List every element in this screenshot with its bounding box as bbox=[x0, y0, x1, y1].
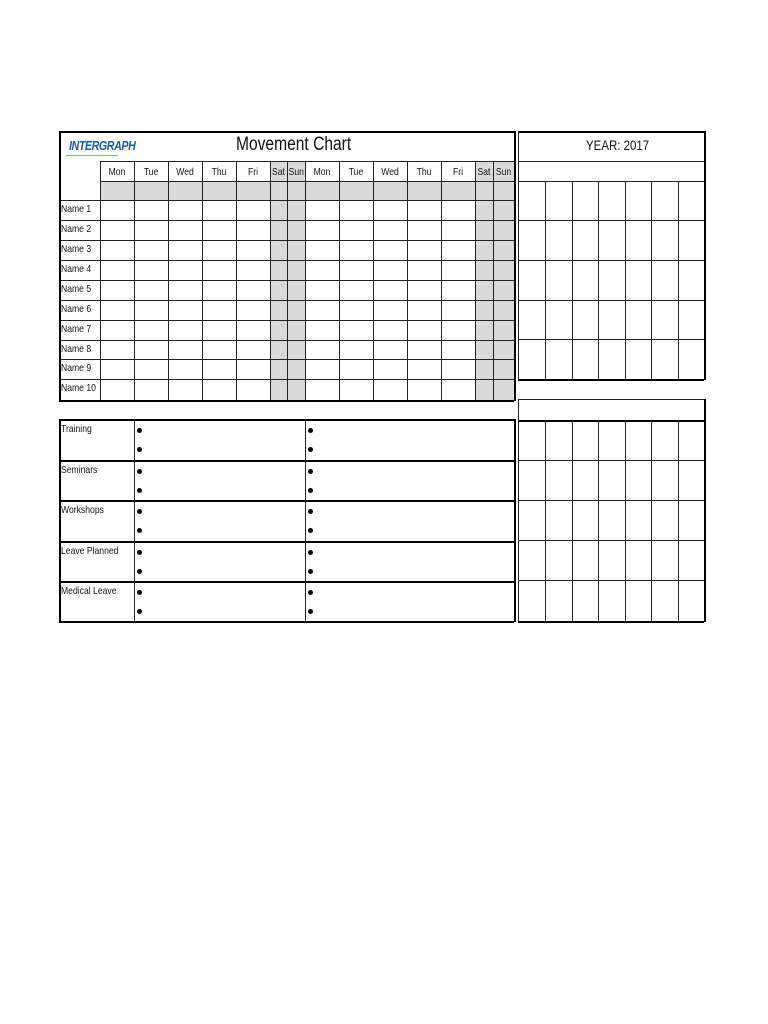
employee-name-label: Name 4 bbox=[61, 263, 92, 275]
day-header: Mon bbox=[313, 166, 331, 178]
grid-line bbox=[339, 161, 340, 400]
day-header: Wed bbox=[176, 166, 194, 178]
day-header: Fri bbox=[247, 166, 259, 178]
grid-line bbox=[518, 161, 704, 162]
grid-line bbox=[651, 420, 652, 621]
grid-line bbox=[572, 420, 573, 621]
grid-line bbox=[236, 161, 237, 400]
day-header: Fri bbox=[452, 166, 464, 178]
bullet-point bbox=[137, 488, 142, 493]
bullet-point bbox=[308, 550, 313, 555]
bullet-point bbox=[308, 609, 313, 614]
year-box-left bbox=[518, 131, 519, 380]
grid-line bbox=[598, 420, 599, 621]
grid-line bbox=[305, 419, 306, 621]
bullet-point bbox=[137, 469, 142, 474]
bullet-point bbox=[137, 550, 142, 555]
grid-line bbox=[202, 161, 203, 400]
bullet-point bbox=[137, 447, 142, 452]
grid-line bbox=[441, 161, 442, 400]
bullet-point bbox=[308, 569, 313, 574]
grid-line bbox=[651, 181, 652, 379]
bullet-point bbox=[137, 509, 142, 514]
grid-line bbox=[100, 161, 514, 162]
grid-line bbox=[59, 500, 514, 502]
employee-name-label: Name 10 bbox=[61, 382, 96, 394]
grid-line bbox=[270, 161, 271, 400]
grid-line bbox=[518, 399, 519, 621]
category-label: Medical Leave bbox=[61, 585, 117, 597]
day-subheader-fill bbox=[100, 181, 514, 200]
day-header: Sun bbox=[495, 166, 512, 178]
company-logo: INTERGRAPH bbox=[69, 138, 136, 153]
grid-line bbox=[572, 181, 573, 379]
employee-name-label: Name 7 bbox=[61, 323, 92, 335]
grid-line bbox=[514, 419, 516, 622]
employee-name-label: Name 3 bbox=[61, 243, 92, 255]
category-label: Workshops bbox=[61, 504, 104, 516]
grid-line bbox=[59, 621, 514, 623]
bullet-point bbox=[137, 528, 142, 533]
category-label: Seminars bbox=[61, 464, 98, 476]
grid-line bbox=[168, 161, 169, 400]
day-header: Tue bbox=[348, 166, 364, 178]
grid-line bbox=[493, 161, 494, 400]
grid-line bbox=[59, 541, 514, 543]
bullet-point bbox=[308, 428, 313, 433]
year-label: YEAR: 2017 bbox=[586, 137, 650, 153]
employee-name-label: Name 5 bbox=[61, 283, 92, 295]
logo-underline bbox=[66, 155, 118, 156]
grid-line bbox=[287, 161, 288, 400]
bullet-point bbox=[308, 509, 313, 514]
grid-line bbox=[545, 420, 546, 621]
day-header: Mon bbox=[108, 166, 126, 178]
grid-line bbox=[100, 161, 101, 400]
day-header: Wed bbox=[381, 166, 399, 178]
grid-line bbox=[305, 161, 306, 400]
day-header: Sat bbox=[272, 166, 285, 178]
grid-line bbox=[545, 181, 546, 379]
bullet-point bbox=[137, 590, 142, 595]
grid-line bbox=[59, 460, 514, 462]
category-label: Leave Planned bbox=[61, 545, 119, 557]
day-header: Tue bbox=[143, 166, 159, 178]
bullet-point bbox=[137, 609, 142, 614]
bullet-point bbox=[308, 447, 313, 452]
bullet-point bbox=[308, 528, 313, 533]
employee-name-label: Name 8 bbox=[61, 343, 92, 355]
table-border-top bbox=[59, 131, 514, 133]
bullet-point bbox=[308, 590, 313, 595]
grid-line bbox=[625, 181, 626, 379]
grid-line bbox=[704, 399, 706, 622]
table-border-right bbox=[514, 131, 516, 401]
day-header: Sat bbox=[477, 166, 491, 178]
employee-name-label: Name 6 bbox=[61, 303, 92, 315]
grid-line bbox=[625, 420, 626, 621]
grid-line bbox=[59, 581, 514, 583]
grid-line bbox=[518, 621, 704, 623]
grid-line bbox=[475, 161, 476, 400]
bullet-point bbox=[137, 569, 142, 574]
day-header: Thu bbox=[416, 166, 432, 178]
category-label: Training bbox=[61, 423, 92, 435]
day-header: Sun bbox=[288, 166, 304, 178]
grid-line bbox=[373, 161, 374, 400]
employee-name-label: Name 9 bbox=[61, 362, 92, 374]
grid-line bbox=[407, 161, 408, 400]
grid-line bbox=[678, 181, 679, 379]
grid-line bbox=[59, 419, 514, 421]
year-box-top bbox=[518, 131, 704, 133]
grid-line bbox=[678, 420, 679, 621]
bullet-point bbox=[308, 488, 313, 493]
table-border-left bbox=[59, 131, 61, 401]
grid-line bbox=[598, 181, 599, 379]
employee-name-label: Name 1 bbox=[61, 203, 92, 215]
chart-title: Movement Chart bbox=[236, 134, 352, 155]
day-header: Thu bbox=[211, 166, 227, 178]
grid-line bbox=[59, 400, 514, 402]
grid-line bbox=[100, 181, 514, 182]
bullet-point bbox=[137, 428, 142, 433]
grid-line bbox=[134, 419, 135, 621]
bullet-point bbox=[308, 469, 313, 474]
employee-name-label: Name 2 bbox=[61, 223, 92, 235]
grid-line bbox=[518, 379, 704, 381]
grid-line bbox=[518, 399, 704, 400]
grid-line bbox=[134, 161, 135, 400]
year-box-right bbox=[704, 131, 706, 380]
